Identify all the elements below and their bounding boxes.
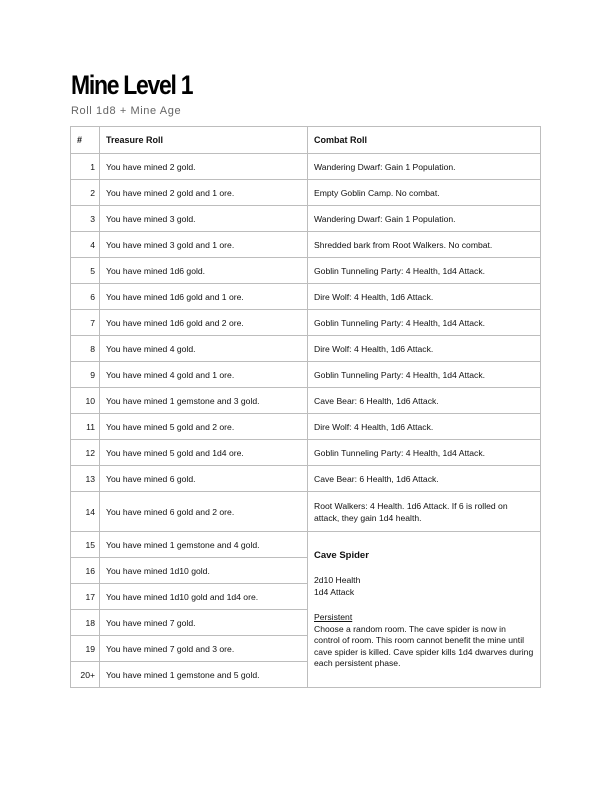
roll-number: 5	[71, 258, 100, 284]
cave-spider-health: 2d10 Health	[314, 575, 361, 585]
treasure-cell: You have mined 6 gold.	[100, 466, 308, 492]
treasure-cell: You have mined 3 gold.	[100, 206, 308, 232]
table-row	[71, 532, 541, 558]
table-header-row	[71, 127, 541, 154]
treasure-cell: You have mined 1d10 gold.	[100, 558, 308, 584]
cave-spider-title: Cave Spider	[314, 549, 369, 561]
table-row	[71, 206, 541, 232]
combat-cell: Goblin Tunneling Party: 4 Health, 1d4 Attack.	[308, 258, 541, 284]
roll-number: 16	[71, 558, 100, 584]
treasure-cell: You have mined 2 gold and 1 ore.	[100, 180, 308, 206]
treasure-cell: You have mined 6 gold and 2 ore.	[100, 492, 308, 532]
treasure-cell: You have mined 2 gold.	[100, 154, 308, 180]
roll-number: 12	[71, 440, 100, 466]
roll-number: 7	[71, 310, 100, 336]
treasure-cell: You have mined 3 gold and 1 ore.	[100, 232, 308, 258]
table-row	[71, 492, 541, 532]
combat-cell: Goblin Tunneling Party: 4 Health, 1d4 Attack.	[308, 310, 541, 336]
treasure-cell: You have mined 7 gold.	[100, 610, 308, 636]
roll-number: 3	[71, 206, 100, 232]
treasure-cell: You have mined 1 gemstone and 4 gold.	[100, 532, 308, 558]
table-row	[71, 180, 541, 206]
combat-cell: Wandering Dwarf: Gain 1 Population.	[308, 206, 541, 232]
roll-number: 19	[71, 636, 100, 662]
treasure-cell: You have mined 1d10 gold and 1d4 ore.	[100, 584, 308, 610]
treasure-cell: You have mined 4 gold.	[100, 336, 308, 362]
roll-number: 14	[71, 492, 100, 532]
roll-number: 2	[71, 180, 100, 206]
table-row	[71, 284, 541, 310]
table-row	[71, 414, 541, 440]
combat-cell: Root Walkers: 4 Health. 1d6 Attack. If 6 is rolled on attack, they gain 1d4 health.	[308, 492, 541, 532]
roll-number: 1	[71, 154, 100, 180]
roll-number: 8	[71, 336, 100, 362]
combat-cell: Empty Goblin Camp. No combat.	[308, 180, 541, 206]
page-subtitle: Roll 1d8 + Mine Age	[71, 105, 182, 117]
treasure-cell: You have mined 1 gemstone and 5 gold.	[100, 662, 308, 688]
combat-cell: Wandering Dwarf: Gain 1 Population.	[308, 154, 541, 180]
table-row	[71, 154, 541, 180]
table-row	[71, 466, 541, 492]
persistent-text: Choose a random room. The cave spider is now in control of room. This room cannot benefit the mine until cave spider is killed. Cave spider kills 1d4 dwarves during each persistent phase.	[314, 623, 534, 668]
treasure-cell: You have mined 1d6 gold and 2 ore.	[100, 310, 308, 336]
treasure-cell: You have mined 1d6 gold and 1 ore.	[100, 284, 308, 310]
treasure-cell: You have mined 7 gold and 3 ore.	[100, 636, 308, 662]
combat-cell: Dire Wolf: 4 Health, 1d6 Attack.	[308, 336, 541, 362]
combat-cell: Shredded bark from Root Walkers. No combat.	[308, 232, 541, 258]
roll-number: 10	[71, 388, 100, 414]
header-treasure: Treasure Roll	[100, 127, 308, 154]
treasure-cell: You have mined 5 gold and 1d4 ore.	[100, 440, 308, 466]
table-row	[71, 440, 541, 466]
roll-number: 9	[71, 362, 100, 388]
treasure-cell: You have mined 4 gold and 1 ore.	[100, 362, 308, 388]
table-row	[71, 388, 541, 414]
table-row	[71, 310, 541, 336]
table-row	[71, 232, 541, 258]
treasure-cell: You have mined 5 gold and 2 ore.	[100, 414, 308, 440]
mine-table	[70, 126, 541, 688]
roll-number: 20+	[71, 662, 100, 688]
cave-spider-cell	[308, 532, 541, 688]
combat-cell: Dire Wolf: 4 Health, 1d6 Attack.	[308, 414, 541, 440]
combat-cell: Cave Bear: 6 Health, 1d6 Attack.	[308, 388, 541, 414]
treasure-cell: You have mined 1d6 gold.	[100, 258, 308, 284]
persistent-label: Persistent	[314, 612, 353, 622]
table-row	[71, 362, 541, 388]
roll-number: 11	[71, 414, 100, 440]
cave-spider-attack: 1d4 Attack	[314, 586, 355, 597]
combat-cell: Goblin Tunneling Party: 4 Health, 1d4 Attack.	[308, 440, 541, 466]
page-title: Mine Level 1	[71, 70, 193, 100]
header-combat: Combat Roll	[308, 127, 541, 154]
table-row	[71, 258, 541, 284]
roll-number: 13	[71, 466, 100, 492]
roll-number: 4	[71, 232, 100, 258]
roll-number: 17	[71, 584, 100, 610]
header-num: #	[71, 127, 100, 154]
roll-number: 15	[71, 532, 100, 558]
treasure-cell: You have mined 1 gemstone and 3 gold.	[100, 388, 308, 414]
combat-cell: Dire Wolf: 4 Health, 1d6 Attack.	[308, 284, 541, 310]
table-row	[71, 336, 541, 362]
roll-number: 18	[71, 610, 100, 636]
roll-number: 6	[71, 284, 100, 310]
combat-cell: Goblin Tunneling Party: 4 Health, 1d4 Attack.	[308, 362, 541, 388]
combat-cell: Cave Bear: 6 Health, 1d6 Attack.	[308, 466, 541, 492]
